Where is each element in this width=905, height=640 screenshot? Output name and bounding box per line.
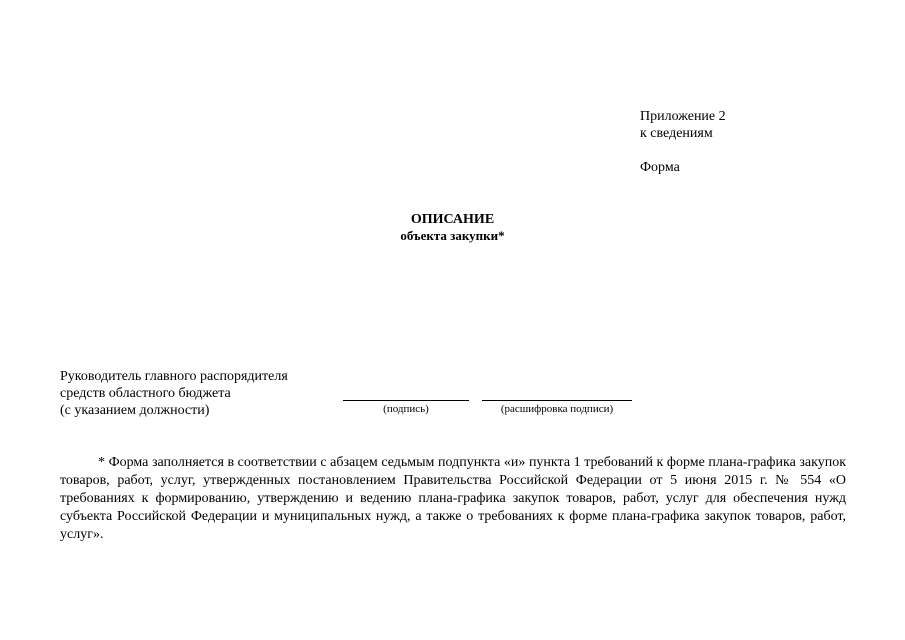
signer-line-3: (с указанием должности) (60, 403, 210, 418)
signer-line-2: средств областного бюджета (60, 386, 231, 401)
signature-line (343, 400, 469, 401)
signature-decode-line (482, 400, 632, 401)
form-label: Форма (640, 160, 680, 175)
signer-block (60, 368, 288, 419)
appendix-reference: к сведениям (640, 126, 713, 141)
appendix-number: Приложение 2 (640, 109, 726, 124)
title-main: ОПИСАНИЕ (410, 212, 495, 227)
document-title (0, 212, 905, 244)
signature-decode-caption: (расшифровка подписи) (500, 403, 614, 415)
title-subtitle: объекта закупки* (400, 228, 505, 243)
signer-line-1: Руководитель главного распорядителя (60, 369, 288, 384)
footnote: * Форма заполняется в соответствии с абзацем седьмым подпункта «и» пункта 1 требований к форме плана-графика закупок товаров, работ, услуг, утвержденных постановлением Правительства Российской Федерации от 5 июня 2015 г. № 554 «О требованиях к формированию, утверждению и ведению плана-графика закупок товаров, работ, услуг для обеспечения нужд субъекта Российской Федерации и муниципальных нужд, а также о требованиях к форме плана-графика закупок товаров, работ, услуг». (60, 455, 846, 542)
signature-caption: (подпись) (383, 403, 429, 415)
appendix-header (640, 108, 726, 176)
